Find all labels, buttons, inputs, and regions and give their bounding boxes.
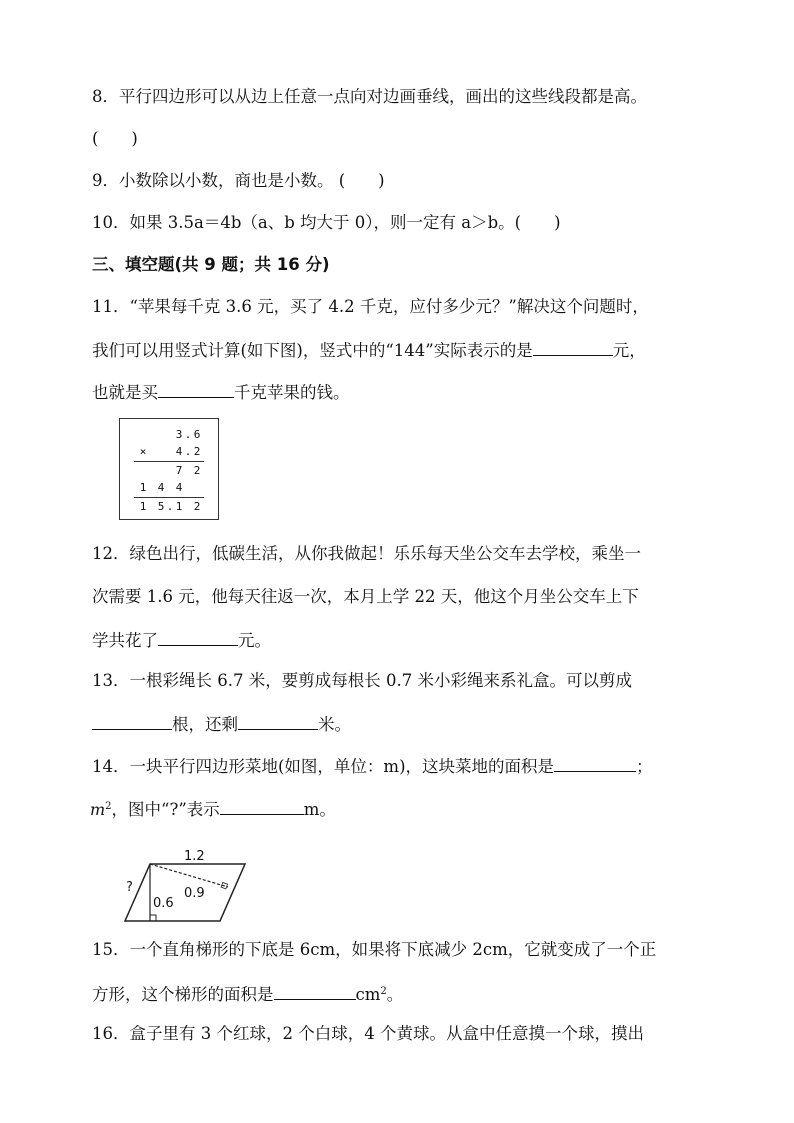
unknown-side-label: ? xyxy=(126,880,133,895)
answer-parentheses[interactable]: ( ) xyxy=(92,129,138,148)
answer-blank[interactable] xyxy=(158,380,234,398)
top-side-label: 1.2 xyxy=(184,849,205,864)
question-14-text: ； xyxy=(636,757,653,776)
question-11-text: 元， xyxy=(612,341,646,360)
calc-rule xyxy=(134,461,204,462)
calc-row-product xyxy=(120,499,220,514)
question-13 xyxy=(92,670,632,692)
question-12-text: 元。 xyxy=(238,631,271,650)
question-13-text: 根，还剩 xyxy=(172,715,238,734)
calc-digit: 2 xyxy=(193,500,201,513)
section-heading-text: 三、填空题(共 9 题；共 16 分) xyxy=(92,255,330,274)
question-14 xyxy=(92,754,653,778)
question-14-text: ，图中“?”表示 xyxy=(111,800,220,819)
question-10-text: 10．如果 3.5a＝4b（a、b 均大于 0），则一定有 a＞b。( ) xyxy=(92,213,561,232)
answer-blank[interactable] xyxy=(554,754,636,772)
question-15-text: cm xyxy=(355,985,381,1004)
question-9-text: 9．小数除以小数，商也是小数。 ( ) xyxy=(92,171,385,190)
question-14-line2 xyxy=(90,796,336,821)
diagonal-label: 0.9 xyxy=(184,886,205,901)
question-16-line1: 16．盒子里有 3 个红球，2 个白球，4 个黄球。从盒中任意摸一个球，摸出 xyxy=(92,1024,644,1043)
question-13-line2 xyxy=(92,712,351,736)
calc-digit: . xyxy=(184,445,192,458)
calc-digit: 1 xyxy=(175,500,183,513)
answer-blank[interactable] xyxy=(220,797,304,815)
question-11-text: 也就是买 xyxy=(92,383,158,402)
question-11-line3 xyxy=(92,380,350,404)
question-10 xyxy=(92,212,561,234)
question-8-answer xyxy=(92,128,138,150)
calc-row-partial-1 xyxy=(120,463,220,478)
calc-digit: 4 xyxy=(157,481,165,494)
question-12-text: 学共花了 xyxy=(92,631,158,650)
question-13-text: 米。 xyxy=(318,715,351,734)
answer-blank[interactable] xyxy=(158,628,238,646)
calc-digit: 1 xyxy=(139,481,147,494)
unit-exponent: 2 xyxy=(380,986,387,997)
calc-digit: 3 xyxy=(175,428,183,441)
calc-row-multiplier xyxy=(120,444,220,459)
question-8 xyxy=(92,86,647,108)
calc-digit: . xyxy=(166,500,174,513)
question-15-line2 xyxy=(92,981,403,1006)
calc-rule xyxy=(134,497,204,498)
answer-blank[interactable] xyxy=(92,712,172,730)
question-15 xyxy=(92,939,656,961)
question-16 xyxy=(92,1023,644,1045)
question-12-line2 xyxy=(92,586,639,608)
question-11-line2 xyxy=(92,338,646,362)
answer-blank[interactable] xyxy=(238,712,318,730)
question-12-line3 xyxy=(92,628,271,652)
question-12 xyxy=(92,543,641,565)
calc-digit: 2 xyxy=(193,464,201,477)
answer-blank[interactable] xyxy=(274,982,356,1000)
question-15-line1: 15．一个直角梯形的下底是 6cm，如果将下底减少 2cm，它就变成了一个正 xyxy=(92,940,657,959)
calc-row-multiplicand xyxy=(120,427,220,442)
question-11 xyxy=(92,296,649,318)
calc-digit: 1 xyxy=(139,500,147,513)
question-15-text: 方形，这个梯形的面积是 xyxy=(92,985,274,1004)
question-9 xyxy=(92,170,385,192)
section-heading xyxy=(92,254,330,276)
calc-digit: 5 xyxy=(157,500,165,513)
answer-blank[interactable] xyxy=(533,338,613,356)
unit-square-meter: $m^2$ xyxy=(90,800,112,819)
question-11-text: 千克苹果的钱。 xyxy=(234,383,350,402)
question-11-text: 我们可以用竖式计算(如下图)，竖式中的“144”实际表示的是 xyxy=(92,341,533,360)
question-12-line1: 12．绿色出行，低碳生活，从你我做起！乐乐每天坐公交车去学校，乘坐一 xyxy=(92,544,641,563)
question-14-text: 14．一块平行四边形菜地(如图，单位：m)，这块菜地的面积是 xyxy=(92,757,555,776)
calc-digit: 4 xyxy=(175,481,183,494)
calc-digit: 2 xyxy=(193,445,201,458)
question-8-text: 8．平行四边形可以从边上任意一点向对边画垂线，画出的这些线段都是高。 xyxy=(92,87,647,106)
parallelogram-figure xyxy=(118,845,248,925)
question-11-line1: 11．“苹果每千克 3.6 元，买了 4.2 千克，应付多少元？”解决这个问题时， xyxy=(92,297,649,316)
calc-operator: × xyxy=(139,445,147,458)
calc-digit: 6 xyxy=(193,428,201,441)
question-14-text: m。 xyxy=(303,800,336,819)
question-12-text: 次需要 1.6 元，他每天往返一次，本月上学 22 天，他这个月坐公交车上下 xyxy=(92,587,639,606)
calc-digit: . xyxy=(184,428,192,441)
calc-digit: 4 xyxy=(175,445,183,458)
calc-row-partial-2 xyxy=(120,480,220,495)
vertical-multiplication xyxy=(119,418,219,520)
calc-digit: 7 xyxy=(175,464,183,477)
height-label: 0.6 xyxy=(153,896,174,911)
question-13-line1: 13．一根彩绳长 6.7 米，要剪成每根长 0.7 米小彩绳来系礼盒。可以剪成 xyxy=(92,671,632,690)
question-15-text: 。 xyxy=(386,985,404,1004)
